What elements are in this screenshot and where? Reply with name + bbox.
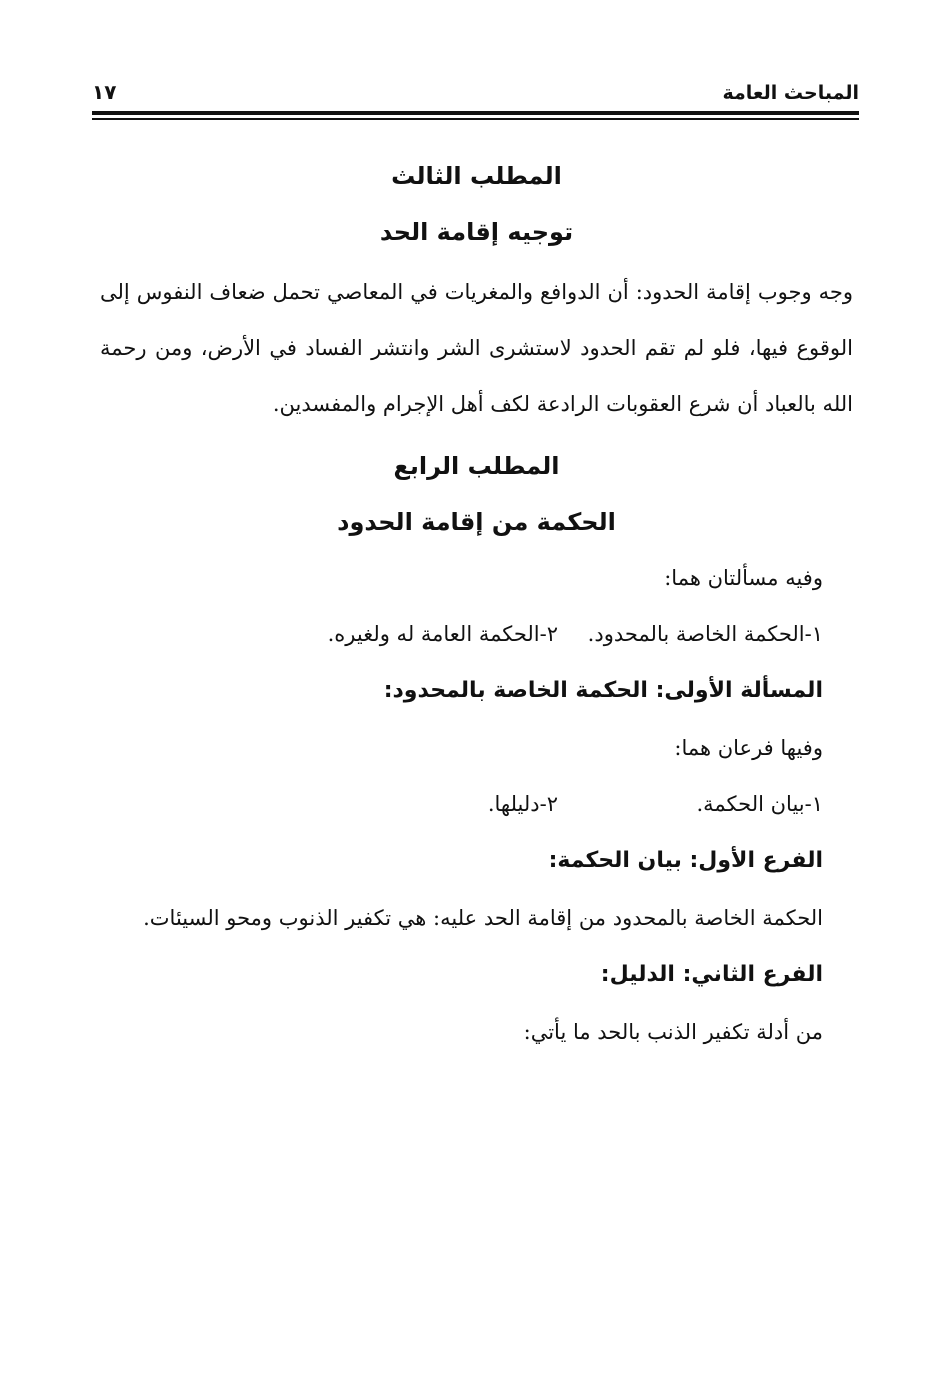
- branch-1-heading: الفرع الأول: بيان الحكمة:: [548, 848, 823, 873]
- section-4-intro: وفيه مسألتان هما:: [664, 566, 823, 590]
- issue-1-intro: وفيها فرعان هما:: [674, 736, 823, 760]
- header-rule-thick: [92, 111, 859, 115]
- branch-2-line: من أدلة تكفير الذنب بالحد ما يأتي:: [523, 1020, 823, 1044]
- page-content: [100, 148, 853, 1060]
- section-4-heading: المطلب الرابع: [393, 452, 560, 480]
- list-item: ٢-الحكمة العامة له ولغيره.: [327, 622, 558, 646]
- list-item: ١-الحكمة الخاصة بالمحدود.: [587, 622, 823, 646]
- section-4-items: [100, 606, 853, 662]
- branch-2-heading: الفرع الثاني: الدليل:: [600, 962, 823, 987]
- running-header-title: المباحث العامة: [722, 82, 859, 104]
- header-rule-thin: [92, 118, 859, 120]
- section-3-heading: المطلب الثالث: [391, 162, 562, 190]
- branch-1-paragraph: الحكمة الخاصة بالمحدود من إقامة الحد عليه: هي تكفير الذنوب ومحو السيئات.: [143, 906, 823, 930]
- list-item: ٢-دليلها.: [487, 792, 558, 816]
- list-item: ١-بيان الحكمة.: [696, 792, 823, 816]
- issue-1-items: [100, 776, 853, 832]
- section-4-subheading: الحكمة من إقامة الحدود: [337, 508, 616, 536]
- page-number: ١٧: [92, 80, 117, 104]
- section-3-subheading: توجيه إقامة الحد: [379, 218, 574, 246]
- section-3-paragraph: وجه وجوب إقامة الحدود: أن الدوافع والمغريات في المعاصي تحمل ضعاف النفوس إلى الوقوع فيها، فلو لم تقم الحدود لاستشرى الشر وانتشر الفساد في الأرض، ومن رحمة الله بالعباد أن شرع العقوبات الرادعة لكف أهل الإجرام والمفسدين.: [100, 280, 853, 416]
- running-header: [92, 72, 859, 104]
- issue-1-heading: المسألة الأولى: الحكمة الخاصة بالمحدود:: [383, 678, 823, 703]
